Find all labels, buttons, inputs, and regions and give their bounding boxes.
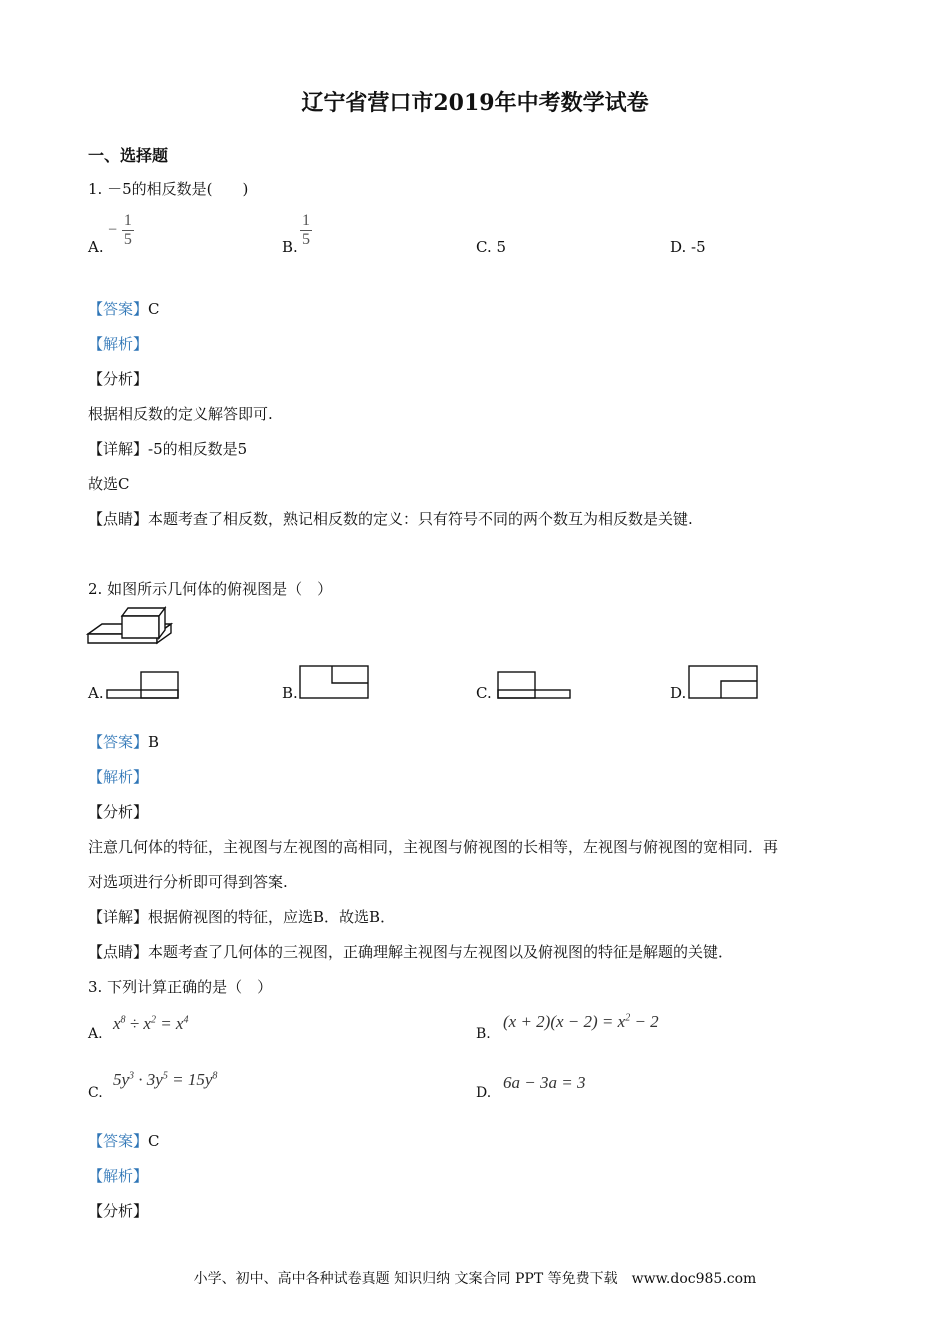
minus-sign: − xyxy=(108,221,118,239)
q1-answer xyxy=(88,298,160,319)
base-rect xyxy=(107,690,178,698)
q2-solid-figure xyxy=(88,606,178,654)
block-front-face xyxy=(122,616,159,638)
q3-option-a-expr xyxy=(113,1014,188,1034)
expr-part: − 2 xyxy=(630,1012,659,1031)
outer-rect xyxy=(689,666,757,698)
detail-text: 根据俯视图的特征，应选B．故选B． xyxy=(148,908,396,926)
q2-analysis-line-1: 注意几何体的特征，主视图与左视图的高相同，主视图与俯视图的长相等，左视图与俯视图的宽相同．再 xyxy=(88,838,779,856)
exponent: 4 xyxy=(183,1014,189,1026)
q2-detail xyxy=(88,906,395,927)
answer-tag: 【答案】 xyxy=(88,1132,149,1150)
q3-option-b-label: B. xyxy=(476,1026,491,1042)
detail-tag: 【详解】 xyxy=(88,908,149,926)
q3-option-b-expr xyxy=(503,1012,659,1032)
exponent: 5 xyxy=(162,1070,168,1082)
block-top-face xyxy=(122,608,165,616)
detail-text: -5的相反数是5 xyxy=(148,440,248,458)
comment-tag: 【点睛】 xyxy=(88,943,149,961)
expr-part: = x xyxy=(155,1014,184,1033)
comment-tag: 【点睛】 xyxy=(88,510,149,528)
answer-value: B xyxy=(148,733,160,751)
fraction xyxy=(300,212,312,249)
q2-option-c-figure xyxy=(497,671,573,699)
top-rect xyxy=(498,672,535,698)
base-rect xyxy=(498,690,570,698)
q2-option-a-figure xyxy=(106,671,180,699)
top-rect xyxy=(141,672,178,698)
exponent: 8 xyxy=(212,1070,218,1082)
section-heading: 一、选择题 xyxy=(88,146,169,165)
q3-answer xyxy=(88,1130,160,1151)
q3-stem: 3. 下列计算正确的是（ ） xyxy=(88,978,273,996)
expr-part: x xyxy=(113,1014,121,1033)
q1-option-a-label: A. xyxy=(88,238,104,256)
fraction-denominator: 5 xyxy=(123,231,132,248)
q1-option-a-value xyxy=(108,212,134,249)
comment-text: 本题考查了相反数，熟记相反数的定义：只有符号不同的两个数互为相反数是关键. xyxy=(148,510,693,528)
inner-corner xyxy=(332,666,368,683)
page-title: 辽宁省营口市2019年中考数学试卷 xyxy=(301,90,649,116)
q3-fenxi-tag: 【分析】 xyxy=(88,1202,149,1220)
q1-option-c: C. 5 xyxy=(476,238,507,256)
expr-part: (x + 2)(x − 2) = x xyxy=(503,1012,626,1031)
q1-comment xyxy=(88,508,693,529)
q2-option-b-figure xyxy=(299,665,371,700)
q2-comment xyxy=(88,941,733,962)
q1-choose: 故选C xyxy=(88,475,130,493)
expr-part: 5y xyxy=(113,1070,130,1089)
page-footer: 小学、初中、高中各种试卷真题 知识归纳 文案合同 PPT 等免费下载 www.doc985.com xyxy=(193,1271,757,1287)
inner-corner xyxy=(721,681,757,698)
exponent: 8 xyxy=(120,1014,126,1026)
q1-option-b-value xyxy=(300,212,312,249)
expr-part: ÷ x xyxy=(125,1014,151,1033)
q2-answer xyxy=(88,731,159,752)
exponent: 2 xyxy=(150,1014,156,1026)
q3-option-c-label: C. xyxy=(88,1085,103,1101)
answer-value: C xyxy=(148,1132,160,1150)
comment-text: 本题考查了几何体的三视图，正确理解主视图与左视图以及俯视图的特征是解题的关键． xyxy=(148,943,734,961)
q3-option-d-label: D. xyxy=(476,1085,492,1101)
q1-fenxi-tag: 【分析】 xyxy=(88,370,149,388)
expr-part: · 3y xyxy=(134,1070,163,1089)
fraction-denominator: 5 xyxy=(302,231,310,248)
fraction-numerator: 1 xyxy=(123,212,132,229)
q2-option-c-label: C. xyxy=(476,684,492,702)
q2-option-b-label: B. xyxy=(282,684,298,702)
fraction xyxy=(122,212,134,249)
q1-stem: 1. －5的相反数是( ) xyxy=(88,180,249,198)
q1-detail xyxy=(88,438,247,459)
exponent: 3 xyxy=(129,1070,135,1082)
fraction-numerator: 1 xyxy=(302,212,310,229)
q2-option-d-label: D. xyxy=(670,684,687,702)
q2-option-a-label: A. xyxy=(88,684,104,702)
answer-tag: 【答案】 xyxy=(88,300,149,318)
q2-jiexi-tag: 【解析】 xyxy=(88,768,149,786)
detail-tag: 【详解】 xyxy=(88,440,149,458)
q1-option-b-label: B. xyxy=(282,238,298,256)
answer-value: C xyxy=(148,300,160,318)
q2-analysis-line-2: 对选项进行分析即可得到答案. xyxy=(88,873,288,891)
q2-fenxi-tag: 【分析】 xyxy=(88,803,149,821)
exponent: 2 xyxy=(625,1012,631,1024)
q3-option-d-expr: 6a − 3a = 3 xyxy=(503,1073,586,1092)
q3-jiexi-tag: 【解析】 xyxy=(88,1167,149,1185)
q3-option-c-expr xyxy=(113,1070,217,1090)
q3-option-a-label: A. xyxy=(88,1026,103,1042)
outer-rect xyxy=(300,666,368,698)
q1-option-d: D. -5 xyxy=(670,238,706,256)
q2-stem: 2. 如图所示几何体的俯视图是（ ） xyxy=(88,580,333,598)
q2-option-d-figure xyxy=(688,665,760,700)
expr-part: = 15y xyxy=(167,1070,213,1089)
q1-jiexi-tag: 【解析】 xyxy=(88,335,149,353)
q1-analysis: 根据相反数的定义解答即可. xyxy=(88,405,273,423)
answer-tag: 【答案】 xyxy=(88,733,149,751)
